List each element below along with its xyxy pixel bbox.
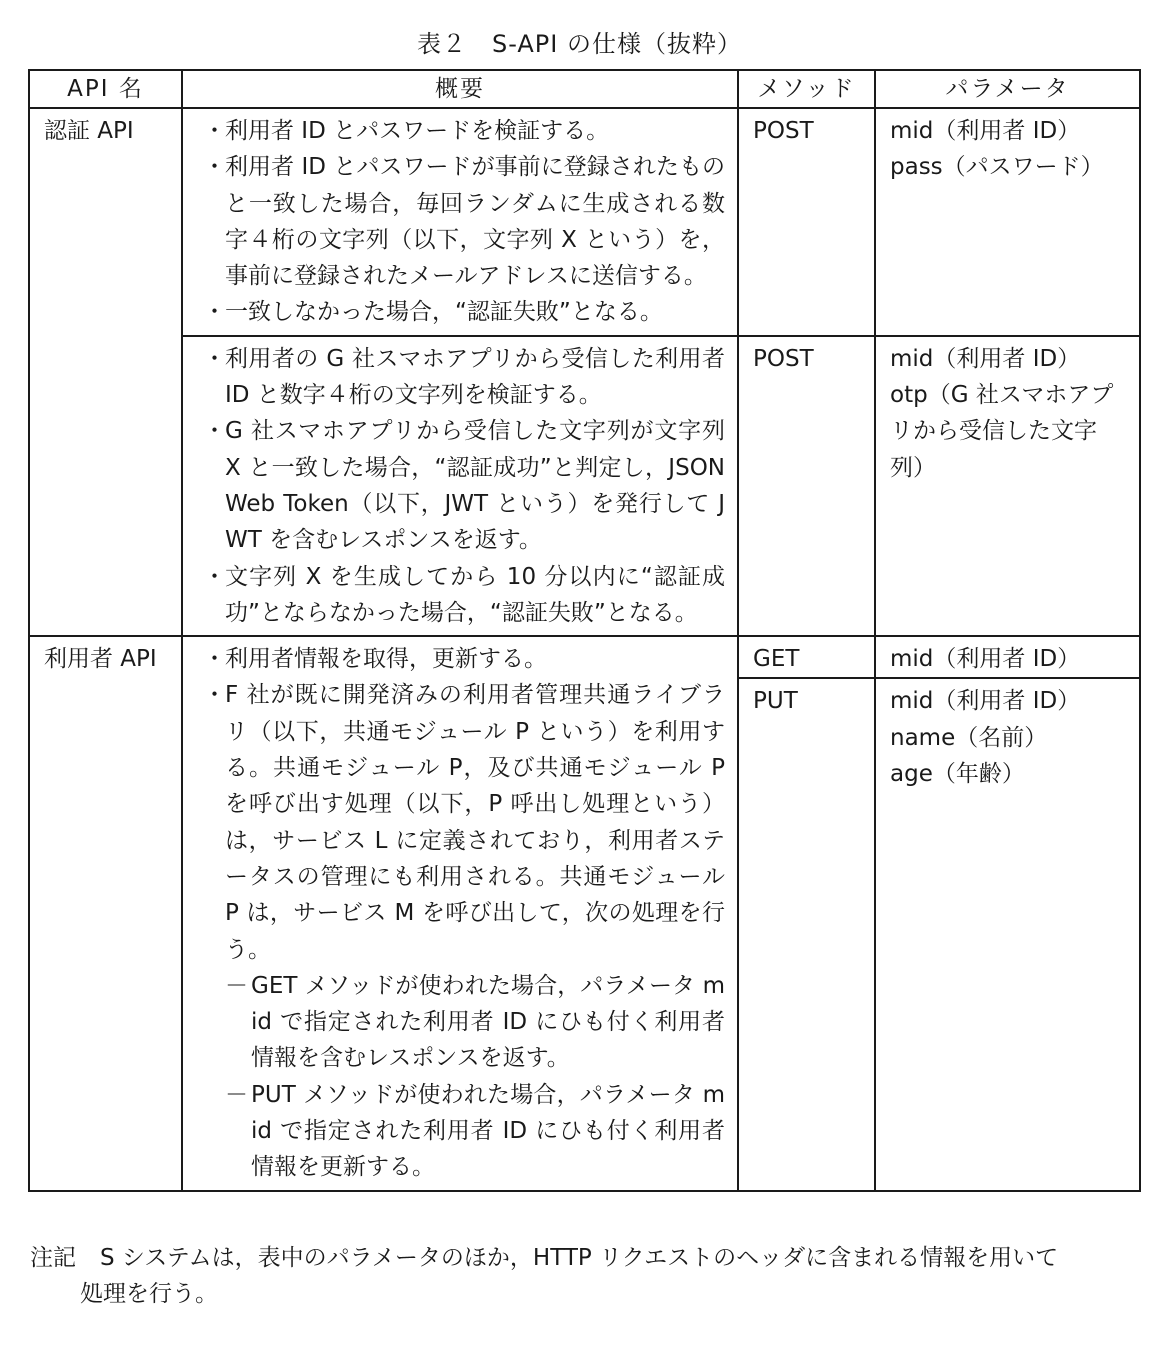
bullet-mark: ・ bbox=[203, 682, 226, 709]
user-method-get: GET bbox=[738, 636, 875, 678]
sub-list-item bbox=[203, 1077, 725, 1186]
param-item: otp（G 社スマホアプリから受信した文字列） bbox=[890, 382, 1114, 481]
user-overview bbox=[182, 636, 738, 1190]
table-note bbox=[30, 1240, 1140, 1312]
table-row bbox=[29, 336, 1140, 636]
param-item: mid（利用者 ID） bbox=[890, 688, 1081, 715]
auth-api-name: 認証 API bbox=[29, 108, 182, 636]
overview-text: 利用者の G 社スマホアプリから受信した利用者 ID と数字４桁の文字列を検証する。 bbox=[225, 345, 725, 409]
auth-params-2 bbox=[875, 336, 1140, 636]
overview-text: 一致しなかった場合，“認証失敗”となる。 bbox=[225, 299, 663, 326]
header-method: メソッド bbox=[738, 70, 875, 108]
table-row bbox=[29, 108, 1140, 336]
note-line-2: 処理を行う。 bbox=[80, 1281, 218, 1307]
sub-list-item bbox=[203, 968, 725, 1077]
dash-mark: － bbox=[225, 972, 248, 999]
list-item bbox=[203, 149, 725, 294]
s-api-spec-table bbox=[28, 69, 1141, 1192]
list-item bbox=[203, 113, 725, 149]
bullet-mark: ・ bbox=[203, 299, 226, 326]
auth-overview-1 bbox=[182, 108, 738, 336]
user-params-get bbox=[875, 636, 1140, 678]
auth-params-1 bbox=[875, 108, 1140, 336]
param-item: age（年齢） bbox=[890, 761, 1025, 788]
user-api-name: 利用者 API bbox=[29, 636, 182, 1190]
table-title: 表２ S-API の仕様（抜粋） bbox=[417, 30, 742, 58]
auth-method-1: POST bbox=[738, 108, 875, 336]
dash-mark: － bbox=[225, 1081, 248, 1108]
note-label: 注記 bbox=[30, 1245, 76, 1271]
bullet-mark: ・ bbox=[203, 345, 226, 372]
bullet-mark: ・ bbox=[203, 563, 226, 590]
list-item bbox=[203, 341, 725, 414]
auth-method-2: POST bbox=[738, 336, 875, 636]
sub-item-text: GET メソッドが使われた場合，パラメータ mid で指定された利用者 ID にひも付く利用者情報を含むレスポンスを返す。 bbox=[251, 972, 725, 1072]
param-item: pass（パスワード） bbox=[890, 154, 1104, 181]
param-item: mid（利用者 ID） bbox=[890, 345, 1081, 372]
bullet-mark: ・ bbox=[203, 154, 226, 181]
list-item bbox=[203, 413, 725, 558]
bullet-mark: ・ bbox=[203, 118, 226, 144]
bullet-mark: ・ bbox=[203, 646, 226, 673]
note-text-1: S システムは，表中のパラメータのほか，HTTP リクエストのヘッダに含まれる情報を用いて bbox=[100, 1245, 1059, 1271]
bullet-mark: ・ bbox=[203, 418, 226, 445]
sub-item-text: PUT メソッドが使われた場合，パラメータ mid で指定された利用者 ID にひも付く利用者情報を更新する。 bbox=[251, 1081, 725, 1181]
overview-text: F 社が既に開発済みの利用者管理共通ライブラリ（以下，共通モジュール P という）を利用する。共通モジュール P，及び共通モジュール P を呼び出す処理（以下，P 呼出し処理という）は，サービス L に定義されており，利用者ステータスの管理にも利用される。共通モジュール P は，サービス M を呼び出して，次の処理を行う。 bbox=[225, 682, 725, 963]
header-api-name: API 名 bbox=[29, 70, 182, 108]
auth-overview-2 bbox=[182, 336, 738, 636]
header-row bbox=[29, 70, 1140, 108]
overview-text: 利用者 ID とパスワードが事前に登録されたものと一致した場合，毎回ランダムに生成される数字４桁の文字列（以下，文字列 X という）を，事前に登録されたメールアドレスに送信する。 bbox=[225, 154, 725, 290]
header-parameter: パラメータ bbox=[875, 70, 1140, 108]
param-item: name（名前） bbox=[890, 724, 1048, 751]
overview-text: 利用者 ID とパスワードを検証する。 bbox=[225, 118, 610, 144]
overview-text: G 社スマホアプリから受信した文字列が文字列 X と一致した場合，“認証成功”と判定し，JSON Web Token（以下，JWT という）を発行して JWT を含むレスポンスを返す。 bbox=[225, 418, 725, 554]
list-item bbox=[203, 559, 725, 632]
list-item bbox=[203, 677, 725, 967]
list-item bbox=[203, 641, 725, 677]
user-method-put: PUT bbox=[738, 678, 875, 1190]
overview-text: 文字列 X を生成してから 10 分以内に“認証成功”とならなかった場合，“認証失敗”となる。 bbox=[225, 563, 725, 626]
list-item bbox=[203, 294, 725, 330]
param-item: mid（利用者 ID） bbox=[890, 646, 1081, 673]
param-item: mid（利用者 ID） bbox=[890, 118, 1081, 144]
user-params-put bbox=[875, 678, 1140, 1190]
overview-text: 利用者情報を取得，更新する。 bbox=[225, 646, 547, 673]
header-overview: 概要 bbox=[182, 70, 738, 108]
note-line-1 bbox=[30, 1240, 1140, 1276]
table-row bbox=[29, 636, 1140, 678]
